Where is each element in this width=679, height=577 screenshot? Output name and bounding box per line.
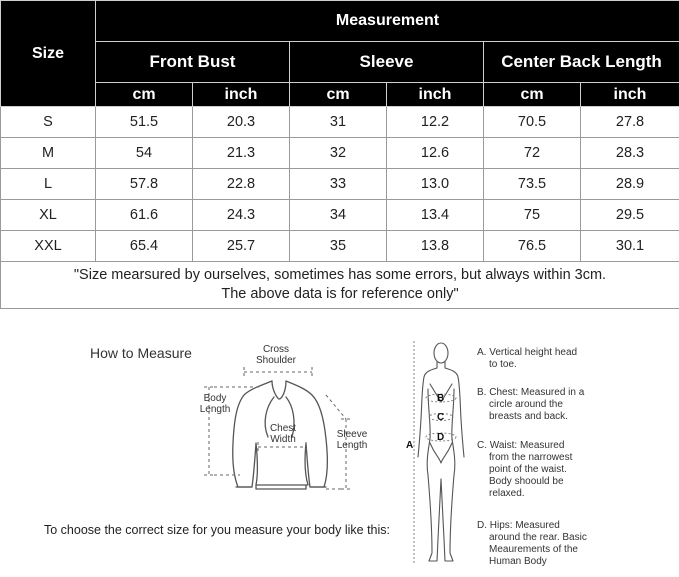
def-rest: circle around the breasts and back. — [489, 399, 568, 422]
sleeve-label-line2: Length — [336, 440, 368, 451]
note-line-2: The above data is for reference only" — [221, 286, 459, 302]
size-column-header: Size — [1, 1, 96, 107]
table-cell: 35 — [290, 231, 387, 262]
table-row — [1, 200, 679, 231]
chest-label-line2: Width — [270, 434, 296, 445]
definition-d — [477, 520, 607, 568]
definition-b — [477, 387, 607, 423]
def-first: Waist: Measured — [489, 440, 565, 451]
table-cell: 32 — [290, 138, 387, 169]
table-cell: 22.8 — [193, 169, 290, 200]
size-cell: S — [1, 107, 96, 138]
body-length-label — [194, 393, 236, 415]
table-cell: 28.9 — [581, 169, 679, 200]
size-cell: L — [1, 169, 96, 200]
table-cell: 70.5 — [484, 107, 581, 138]
table-cell: 27.8 — [581, 107, 679, 138]
unit-header: cm — [96, 83, 193, 107]
size-cell: XL — [1, 200, 96, 231]
definition-a — [477, 347, 607, 371]
table-cell: 75 — [484, 200, 581, 231]
def-first: Chest: Measured in a — [489, 387, 585, 398]
table-cell: 13.8 — [387, 231, 484, 262]
table-row — [1, 107, 679, 138]
def-rest: from the narrowest point of the waist. Body shoould be relaxed. — [489, 452, 573, 499]
group-header-sleeve: Sleeve — [290, 42, 484, 83]
table-cell: 65.4 — [96, 231, 193, 262]
definition-c — [477, 440, 607, 500]
table-cell: 72 — [484, 138, 581, 169]
table-cell: 54 — [96, 138, 193, 169]
unit-header: inch — [581, 83, 679, 107]
table-cell: 30.1 — [581, 231, 679, 262]
table-cell: 24.3 — [193, 200, 290, 231]
unit-header: cm — [484, 83, 581, 107]
table-row — [1, 231, 679, 262]
table-cell: 12.2 — [387, 107, 484, 138]
def-first: Vertical height head — [489, 347, 578, 358]
def-key: B. — [477, 387, 487, 398]
sleeve-label-line1: Sleeve — [336, 429, 368, 440]
def-key: C. — [477, 440, 487, 451]
human-body-figure — [408, 339, 474, 575]
table-cell: 28.3 — [581, 138, 679, 169]
group-header-front-bust: Front Bust — [96, 42, 290, 83]
def-key: D. — [477, 520, 487, 531]
table-cell: 57.8 — [96, 169, 193, 200]
table-cell: 13.0 — [387, 169, 484, 200]
table-cell: 29.5 — [581, 200, 679, 231]
cross-label-line2: Shoulder — [255, 355, 297, 366]
table-cell: 73.5 — [484, 169, 581, 200]
disclaimer-note — [1, 262, 679, 309]
cross-label-line1: Cross — [262, 344, 290, 355]
how-to-measure-title: How to Measure — [90, 345, 192, 361]
table-cell: 31 — [290, 107, 387, 138]
table-cell: 12.6 — [387, 138, 484, 169]
def-first: Hips: Measured — [489, 520, 560, 531]
how-to-measure-section — [0, 325, 679, 577]
table-cell: 61.6 — [96, 200, 193, 231]
unit-header: inch — [193, 83, 290, 107]
table-cell: 76.5 — [484, 231, 581, 262]
chest-width-label — [263, 423, 303, 445]
def-rest: around the rear. Basic Meaurements of the Human Body — [489, 532, 587, 567]
unit-header: inch — [387, 83, 484, 107]
size-cell: M — [1, 138, 96, 169]
def-rest: to toe. — [489, 359, 517, 370]
def-key: A. — [477, 347, 487, 358]
figure-letter-d: D — [437, 432, 445, 443]
table-cell: 25.7 — [193, 231, 290, 262]
body-label-line1: Body — [203, 393, 227, 404]
sweater-diagram — [0, 325, 400, 525]
unit-header: cm — [290, 83, 387, 107]
body-label-line2: Length — [199, 404, 231, 415]
table-cell: 33 — [290, 169, 387, 200]
measure-caption: To choose the correct size for you measure your body like this: — [44, 523, 390, 537]
figure-letter-c: C — [437, 412, 445, 423]
table-cell: 21.3 — [193, 138, 290, 169]
cross-shoulder-label — [254, 344, 298, 366]
measurement-header: Measurement — [96, 1, 679, 42]
table-cell: 51.5 — [96, 107, 193, 138]
table-cell: 20.3 — [193, 107, 290, 138]
group-header-center-back-length: Center Back Length — [484, 42, 679, 83]
chest-label-line1: Chest — [269, 423, 297, 434]
sleeve-length-label — [331, 429, 373, 451]
table-cell: 34 — [290, 200, 387, 231]
note-row — [1, 262, 679, 309]
note-line-1: "Size mearsured by ourselves, sometimes has some errors, but always within 3cm. — [73, 267, 607, 283]
table-row — [1, 169, 679, 200]
table-cell: 13.4 — [387, 200, 484, 231]
table-row — [1, 138, 679, 169]
size-cell: XXL — [1, 231, 96, 262]
figure-letter-a: A — [406, 440, 414, 451]
figure-letter-b: B — [437, 393, 445, 404]
